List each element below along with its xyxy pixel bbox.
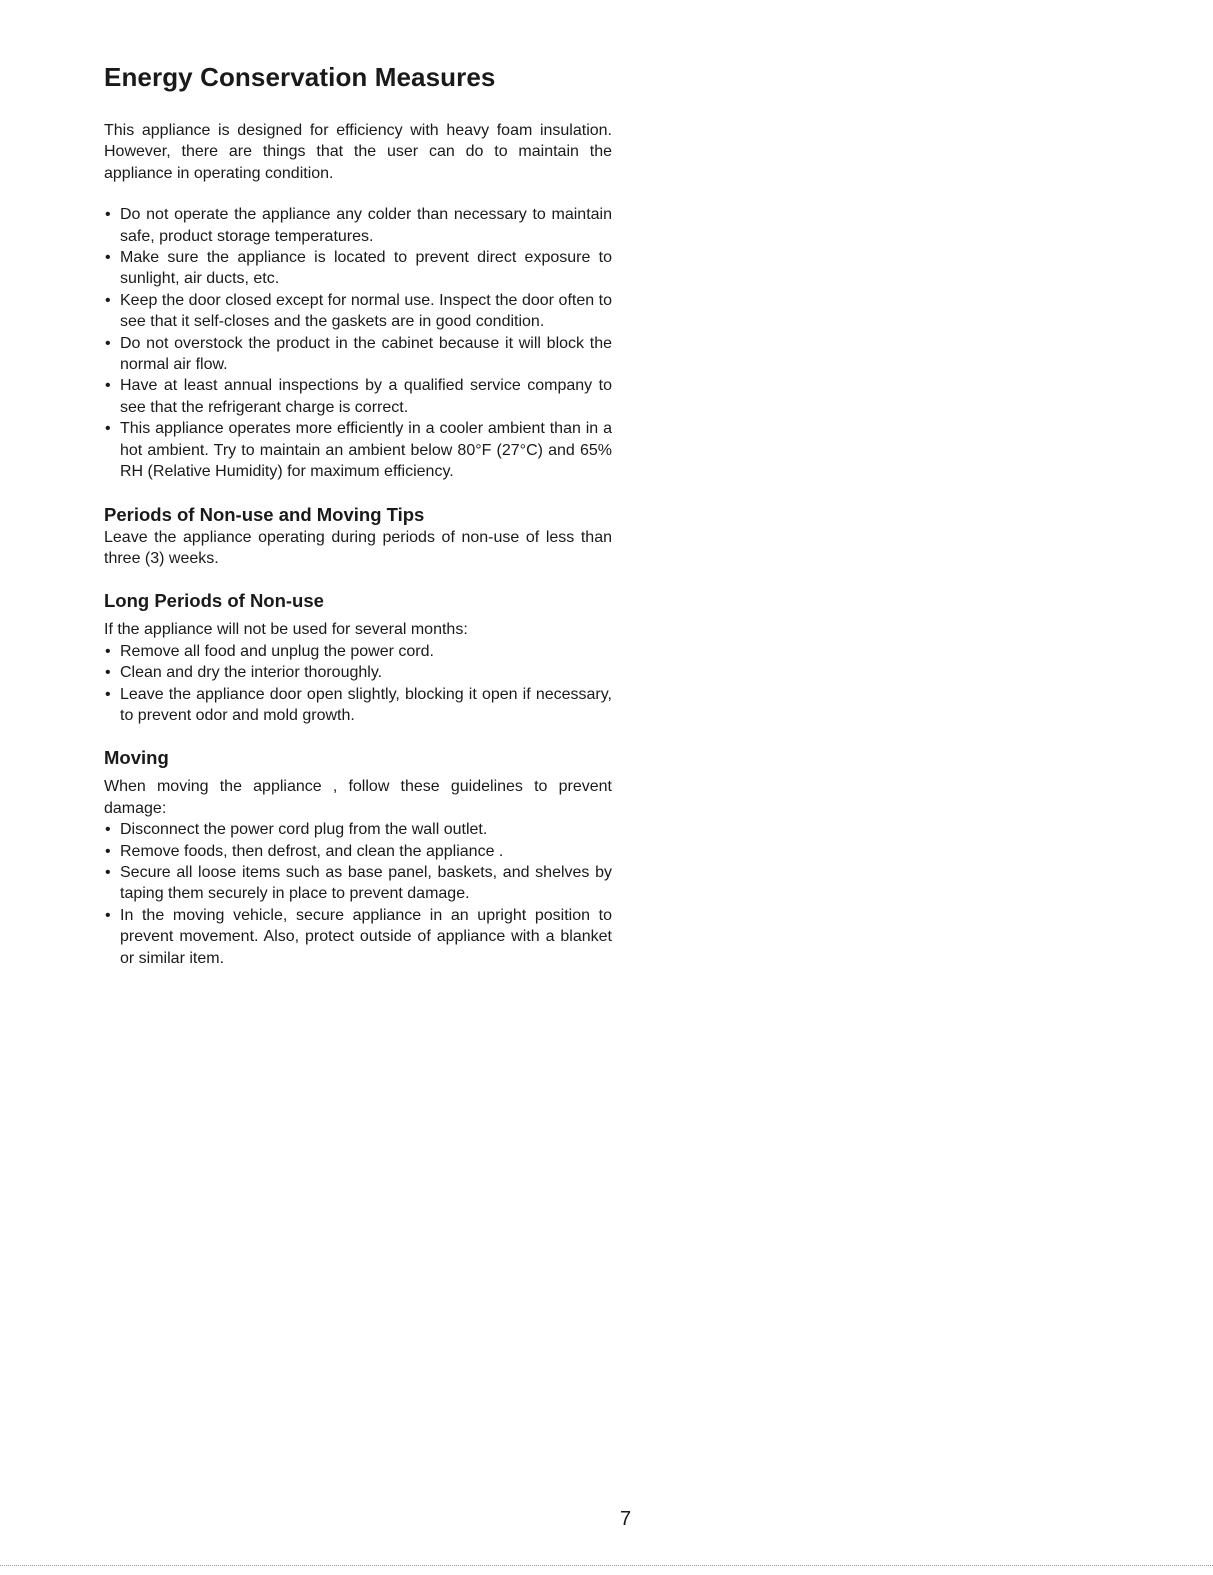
energy-tip-item: • Make sure the appliance is located to prevent direct exposure to sunlight, air ducts, etc. bbox=[104, 247, 612, 290]
non-use-text: Leave the appliance operating during periods of non-use of less than three (3) weeks. bbox=[104, 528, 612, 567]
moving-item: • In the moving vehicle, secure appliance in an upright position to prevent movement. Also, protect outside of appliance with a blanket or similar item. bbox=[104, 905, 612, 969]
intro-paragraph: This appliance is designed for efficiency with heavy foam insulation. However, there are things that the user can do to maintain the appliance in operating condition. bbox=[104, 122, 612, 182]
page-number: 7 bbox=[620, 1508, 632, 1530]
moving-text: When moving the appliance , follow these guidelines to prevent damage: bbox=[104, 778, 612, 817]
moving-list bbox=[104, 819, 612, 969]
moving-heading: Moving bbox=[104, 747, 169, 769]
long-non-use-item: • Clean and dry the interior thoroughly. bbox=[104, 662, 612, 683]
non-use-heading: Periods of Non-use and Moving Tips bbox=[104, 503, 425, 525]
long-non-use-heading: Long Periods of Non-use bbox=[104, 590, 324, 612]
long-non-use-list bbox=[104, 641, 612, 727]
energy-tip-item: • Have at least annual inspections by a qualified service company to see that the refrigerant charge is correct. bbox=[104, 375, 612, 418]
long-non-use-section bbox=[104, 589, 612, 726]
moving-section bbox=[104, 746, 612, 969]
page-title: Energy Conservation Measures bbox=[104, 62, 496, 92]
energy-tip-item: • This appliance operates more efficiently in a cooler ambient than in a hot ambient. Try to maintain an ambient below 80°F (27°C) and 65% RH (Relative Humidity) for maximum efficiency. bbox=[104, 418, 612, 482]
bottom-divider bbox=[0, 1565, 1213, 1566]
energy-tip-item: • Do not overstock the product in the cabinet because it will block the normal air flow. bbox=[104, 333, 612, 376]
content-column bbox=[104, 120, 612, 969]
long-non-use-item: • Leave the appliance door open slightly, blocking it open if necessary, to prevent odor and mold growth. bbox=[104, 684, 612, 727]
energy-tip-item: • Keep the door closed except for normal use. Inspect the door often to see that it self-closes and the gaskets are in good condition. bbox=[104, 290, 612, 333]
energy-tip-item: • Do not operate the appliance any colder than necessary to maintain safe, product storage temperatures. bbox=[104, 204, 612, 247]
long-non-use-item: • Remove all food and unplug the power cord. bbox=[104, 641, 612, 662]
moving-item: • Remove foods, then defrost, and clean the appliance . bbox=[104, 841, 612, 862]
moving-item: • Disconnect the power cord plug from the wall outlet. bbox=[104, 819, 612, 840]
non-use-section bbox=[104, 503, 612, 570]
energy-tips-list bbox=[104, 204, 612, 482]
long-non-use-text: If the appliance will not be used for several months: bbox=[104, 621, 468, 639]
moving-item: • Secure all loose items such as base panel, baskets, and shelves by taping them securely in place to prevent damage. bbox=[104, 862, 612, 905]
